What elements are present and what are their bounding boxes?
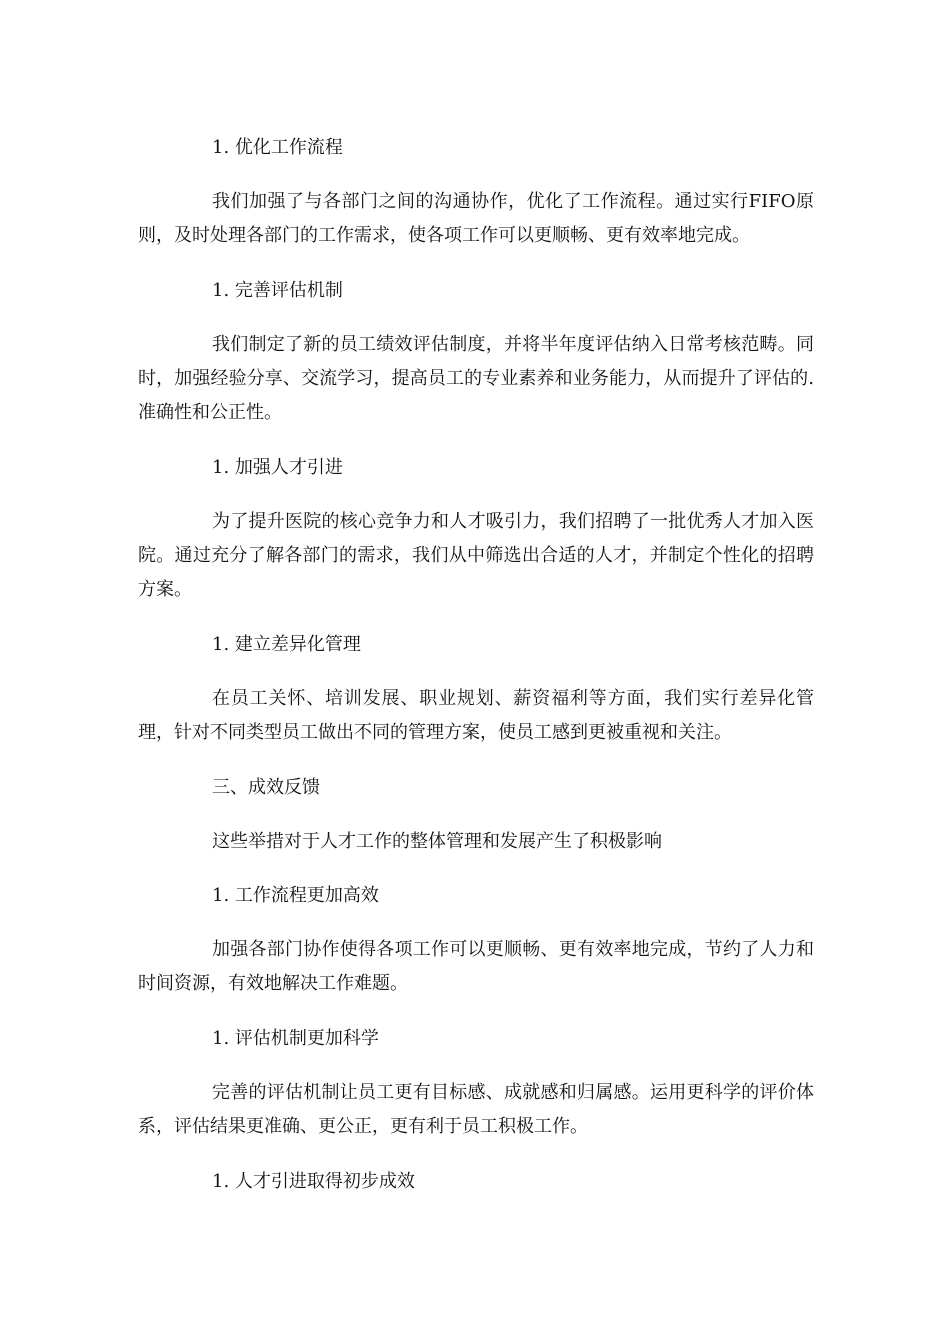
section-heading-scientific-evaluation: 1. 评估机制更加科学 [212,1028,379,1049]
paragraph-efficient-workflow: 加强各部门协作使得各项工作可以更顺畅、更有效率地完成，节约了人力和时间资源，有效地解决工作难题。 [138,939,814,994]
document-body [138,131,814,1219]
paragraph-workflow: 我们加强了与各部门之间的沟通协作，优化了工作流程。通过实行FIFO原则，及时处理各部门的工作需求，使各项工作可以更顺畅、更有效率地完成。 [138,191,814,246]
paragraph-evaluation: 我们制定了新的员工绩效评估制度，并将半年度评估纳入日常考核范畴。同时，加强经验分享、交流学习，提高员工的专业素养和业务能力，从而提升了评估的.准确性和公正性。 [138,334,814,423]
paragraph-recruitment: 为了提升医院的核心竞争力和人才吸引力，我们招聘了一批优秀人才加入医院。通过充分了解各部门的需求，我们从中筛选出合适的人才，并制定个性化的招聘方案。 [138,511,814,600]
section-heading-efficient-workflow: 1. 工作流程更加高效 [212,885,379,906]
section-heading-evaluation-mechanism: 1. 完善评估机制 [212,280,343,301]
section-heading-results-feedback: 三、成效反馈 [212,777,320,798]
paragraph-differentiated-management: 在员工关怀、培训发展、职业规划、薪资福利等方面，我们实行差异化管理，针对不同类型员工做出不同的管理方案，使员工感到更被重视和关注。 [138,688,814,743]
paragraph-results-intro: 这些举措对于人才工作的整体管理和发展产生了积极影响 [212,831,662,852]
section-heading-differentiated-management: 1. 建立差异化管理 [212,634,361,655]
section-heading-optimize-workflow: 1. 优化工作流程 [212,137,343,158]
paragraph-scientific-evaluation: 完善的评估机制让员工更有目标感、成就感和归属感。运用更科学的评价体系，评估结果更准确、更公正，更有利于员工积极工作。 [138,1082,814,1137]
section-heading-recruitment-results: 1. 人才引进取得初步成效 [212,1171,415,1192]
section-heading-talent-recruitment: 1. 加强人才引进 [212,457,343,478]
